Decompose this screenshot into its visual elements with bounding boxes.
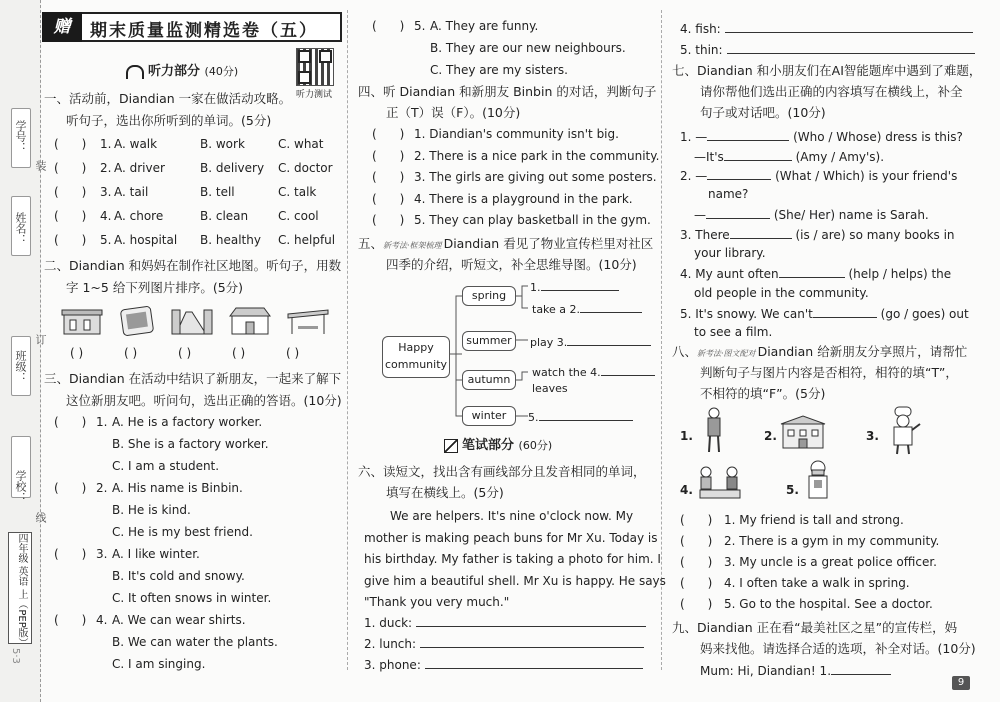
s8-statement: 1. My friend is tall and strong.: [724, 513, 904, 527]
s3-option[interactable]: B. We can water the plants.: [112, 635, 278, 649]
s3-item-number: 4.: [96, 613, 108, 627]
s1-option-c[interactable]: C. talk: [278, 185, 317, 199]
s2-title: 二、Diandian 和妈妈在制作社区地图。听句子，用数: [44, 258, 342, 273]
s3-item-number: 5.: [414, 19, 426, 33]
s1-subtitle: 听句子，选出你所听到的单词。(5分): [66, 113, 272, 128]
s7-item-5[interactable]: 5. It's snowy. We can't (go / goes) out: [680, 307, 969, 321]
s3-title: 三、Diandian 在活动中结识了新朋友，一起来了解下: [44, 371, 342, 386]
s7-subtitle2: 句子或对话吧。(10分): [700, 105, 826, 120]
answer-paren[interactable]: ( ): [372, 191, 405, 206]
answer-paren[interactable]: ( ): [54, 481, 87, 495]
s7-item-5-cont: to see a film.: [694, 325, 773, 339]
s1-option-b[interactable]: B. tell: [200, 185, 235, 199]
school-label: 学校：: [14, 470, 27, 503]
picture-order-blank[interactable]: ( ): [232, 346, 246, 360]
s5-title: 五、新考法·框架梳理 Diandian 看见了物业宣传栏里对社区: [358, 236, 653, 254]
s3-option[interactable]: A. They are funny.: [430, 19, 539, 33]
grade-label: 四年级 英语 上（PEP版）: [8, 532, 32, 644]
listening-section-title: 听力部分 (40分): [126, 64, 238, 80]
column-divider-2: [661, 10, 662, 670]
s6-subtitle: 填写在横线上。(5分): [386, 485, 504, 500]
s7-item-1b[interactable]: —It's (Amy / Amy's).: [694, 150, 885, 164]
s4-statement: 3. The girls are giving out some posters.: [414, 170, 657, 184]
s3-subtitle: 这位新朋友吧。听问句，选出正确的答语。(10分): [66, 393, 342, 408]
answer-paren[interactable]: ( ): [372, 213, 405, 227]
s1-option-a[interactable]: A. tail: [114, 185, 149, 199]
s7-item-2b[interactable]: — (She/ Her) name is Sarah.: [694, 208, 929, 222]
family-picnic-picture: [696, 462, 744, 502]
s3-option[interactable]: C. They are my sisters.: [430, 63, 568, 77]
s1-option-a[interactable]: A. driver: [114, 161, 165, 175]
s4-statement: 2. There is a nice park in the community.: [414, 148, 660, 163]
s5-tag: 新考法·框架梳理: [383, 241, 442, 250]
s1-option-a[interactable]: A. hospital: [114, 233, 178, 247]
blank-5[interactable]: 5.: [528, 408, 633, 426]
s1-option-c[interactable]: C. cool: [278, 209, 319, 223]
qr-label: 听力测试: [296, 90, 333, 100]
answer-paren[interactable]: ( ): [54, 613, 87, 627]
student-id-label: 学号：: [14, 120, 27, 153]
column-2: [352, 0, 666, 702]
s3-option[interactable]: C. I am a student.: [112, 459, 220, 473]
answer-paren[interactable]: ( ): [372, 148, 405, 163]
s3-option[interactable]: A. He is a factory worker.: [112, 415, 263, 429]
exam-title: 期末质量监测精选卷（五）: [90, 21, 318, 41]
s7-item-4-cont: old people in the community.: [694, 286, 869, 300]
answer-paren[interactable]: ( ): [54, 137, 87, 151]
s8-title: 八、新考法·图文配对 Diandian 给新朋友分享照片，请帮忙: [672, 344, 967, 362]
s3-option[interactable]: A. We can wear shirts.: [112, 613, 246, 627]
s8-statement: 5. Go to the hospital. See a doctor.: [724, 597, 933, 611]
tall-man-picture: [700, 406, 728, 454]
s2-pictures: [60, 306, 340, 336]
s3-item-number: 2.: [96, 481, 108, 495]
bus-stop-picture: [288, 310, 328, 334]
passage-line: his birthday. My father is taking a photo for him. I: [364, 552, 661, 566]
picture-order-blank[interactable]: ( ): [70, 346, 84, 360]
s9-title: 九、Diandian 正在看“最美社区之星”的宣传栏，妈: [672, 620, 958, 635]
s6-word-blank[interactable]: 4. fish:: [680, 20, 973, 37]
s3-item-number: 3.: [96, 547, 108, 561]
doctor-picture: [802, 458, 834, 504]
binding-stub: [0, 0, 47, 702]
s8-statement: 2. There is a gym in my community.: [724, 534, 940, 548]
blank-2[interactable]: take a 2.: [532, 300, 642, 318]
blank-1[interactable]: 1.: [530, 278, 619, 296]
s1-option-c[interactable]: C. helpful: [278, 233, 336, 247]
s9-subtitle: 妈来找他。请选择合适的选项，补全对话。(10分): [700, 641, 976, 656]
s8-pic-num-5: 5.: [786, 483, 799, 497]
picture-order-blank[interactable]: ( ): [124, 346, 138, 360]
s8-statement: 4. I often take a walk in spring.: [724, 576, 910, 590]
s9-dialogue-line[interactable]: Mum: Hi, Diandian! 1.: [700, 662, 891, 679]
s8-statement: 3. My uncle is a great police officer.: [724, 555, 937, 569]
s7-subtitle: 请你帮他们选出正确的内容填写在横线上，补全: [700, 84, 963, 99]
answer-paren[interactable]: ( ): [372, 19, 405, 33]
passage-line: mother is making peach buns for Mr Xu. Today is: [364, 530, 658, 545]
season-summer: summer: [462, 331, 516, 351]
name-label: 姓名：: [14, 212, 27, 245]
s3-option[interactable]: C. He is my best friend.: [112, 525, 253, 539]
s1-option-a: 3.: [100, 185, 112, 199]
s6-word-blank[interactable]: 5. thin:: [680, 41, 975, 58]
answer-paren[interactable]: ( ): [372, 170, 405, 184]
s1-option-b[interactable]: B. delivery: [200, 161, 265, 175]
s4-subtitle: 正（T）误（F）。(10分): [386, 105, 521, 120]
season-spring: spring: [462, 286, 516, 306]
qr-code[interactable]: [296, 48, 334, 86]
page-number: 9: [952, 676, 970, 690]
s6-title: 六、读短文，找出含有画线部分且发音相同的单词，: [358, 464, 646, 479]
gift-badge: 赠: [42, 12, 82, 42]
bind-mark-3: 线: [34, 512, 47, 523]
s6-word-blank[interactable]: 3. phone:: [364, 656, 643, 673]
picture-order-blank[interactable]: ( ): [286, 346, 300, 360]
tablet-picture: [120, 306, 153, 336]
building-picture: [780, 414, 826, 450]
s7-item-1a[interactable]: 1. — (Who / Whose) dress is this?: [680, 130, 963, 144]
s7-item-4[interactable]: 4. My aunt often (help / helps) the: [680, 267, 952, 281]
s6-word-blank[interactable]: 2. lunch:: [364, 635, 644, 652]
blank-3[interactable]: play 3.: [530, 333, 651, 351]
mind-map-center: Happy community: [382, 336, 450, 378]
s6-word-blank[interactable]: 1. duck:: [364, 614, 646, 631]
answer-paren[interactable]: ( ): [680, 597, 713, 611]
answer-paren[interactable]: ( ): [54, 415, 87, 429]
bind-mark-2: 订: [34, 334, 47, 345]
blank-4[interactable]: watch the 4.: [532, 363, 655, 381]
answer-paren[interactable]: ( ): [680, 513, 713, 527]
s3-option[interactable]: C. It often snows in winter.: [112, 591, 272, 605]
passage-line: "Thank you very much.": [364, 595, 510, 609]
season-winter: winter: [462, 406, 516, 426]
column-divider-1: [347, 10, 348, 670]
passage-line: give him a beautiful shell. Mr Xu is happy. He says: [364, 573, 666, 588]
column-3: [666, 0, 982, 702]
brand-logo: 5·3: [10, 648, 21, 664]
s1-option-a: 1.: [100, 137, 112, 151]
shop-picture: [230, 308, 270, 334]
s8-pic-num-4: 4.: [680, 483, 693, 497]
headphone-icon: [126, 65, 144, 79]
s7-item-2a-cont: name?: [708, 187, 749, 201]
blank-4-leaves: leaves: [532, 382, 568, 395]
answer-paren[interactable]: ( ): [54, 233, 87, 247]
written-section-title: 笔试部分 (60分): [444, 438, 552, 454]
answer-paren[interactable]: ( ): [54, 547, 87, 561]
answer-paren[interactable]: ( ): [54, 161, 87, 175]
answer-paren[interactable]: ( ): [680, 555, 713, 569]
s8-pic-num-3: 3.: [866, 429, 879, 443]
s8-pic-num-2: 2.: [764, 429, 777, 443]
answer-paren[interactable]: ( ): [680, 534, 713, 548]
s7-item-3-cont: your library.: [694, 246, 766, 260]
passage-line: We are helpers. It's nine o'clock now. My: [390, 509, 634, 523]
s1-option-b[interactable]: B. healthy: [200, 233, 261, 247]
answer-paren[interactable]: ( ): [54, 185, 87, 199]
s1-option-b[interactable]: B. work: [200, 137, 245, 151]
s3-option[interactable]: B. He is kind.: [112, 503, 191, 517]
s8-subtitle2: 不相符的填“F”。(5分): [700, 386, 826, 401]
s1-title: 一、活动前，Diandian 一家在做活动攻略。: [44, 91, 292, 106]
picture-order-blank[interactable]: ( ): [178, 346, 192, 360]
s4-statement: 4. There is a playground in the park.: [414, 191, 633, 206]
column-1: [42, 0, 342, 702]
s7-title: 七、Diandian 和小朋友们在AI智能题库中遇到了难题，: [672, 63, 982, 78]
s1-option-a: 2.: [100, 161, 112, 175]
s4-statement: 1. Diandian's community isn't big.: [414, 127, 619, 141]
s4-title: 四、听 Diandian 和新朋友 Binbin 的对话，判断句子: [358, 84, 657, 99]
chef-picture: [884, 406, 922, 456]
s1-option-a[interactable]: A. walk: [114, 137, 158, 151]
s5-subtitle: 四季的介绍，听短文，补全思维导图。(10分): [386, 257, 637, 272]
s3-option[interactable]: B. She is a factory worker.: [112, 437, 269, 451]
s3-option[interactable]: C. I am singing.: [112, 657, 206, 671]
s1-option-b[interactable]: B. clean: [200, 209, 249, 223]
s3-option[interactable]: A. I like winter.: [112, 547, 200, 561]
class-label: 班级：: [14, 350, 27, 383]
s4-statement: 5. They can play basketball in the gym.: [414, 213, 651, 227]
pencil-icon: [444, 439, 458, 453]
s8-pic-num-1: 1.: [680, 429, 693, 443]
s3-option[interactable]: A. His name is Binbin.: [112, 481, 243, 495]
exam-header: [42, 12, 342, 42]
s3-option[interactable]: B. They are our new neighbours.: [430, 41, 626, 55]
bind-mark-1: 装: [34, 160, 47, 171]
answer-paren[interactable]: ( ): [54, 209, 87, 223]
street-picture: [172, 310, 212, 334]
s2-subtitle: 字 1~5 给下列图片排序。(5分): [66, 280, 244, 295]
answer-paren[interactable]: ( ): [372, 127, 405, 141]
answer-paren[interactable]: ( ): [680, 576, 713, 590]
s7-item-3[interactable]: 3. There (is / are) so many books in: [680, 228, 955, 242]
s1-option-c[interactable]: C. what: [278, 137, 324, 151]
s1-option-a: 5.: [100, 233, 112, 247]
s7-item-2a[interactable]: 2. — (What / Which) is your friend's: [680, 169, 958, 183]
s1-option-a[interactable]: A. chore: [114, 209, 164, 223]
s3-option[interactable]: B. It's cold and snowy.: [112, 569, 245, 583]
station-picture: [62, 310, 102, 334]
s8-tag: 新考法·图文配对: [697, 349, 756, 358]
season-autumn: autumn: [462, 370, 516, 390]
s1-option-c[interactable]: C. doctor: [278, 161, 333, 175]
s1-option-a: 4.: [100, 209, 112, 223]
s8-subtitle: 判断句子与图片内容是否相符，相符的填“T”，: [700, 365, 958, 380]
s3-item-number: 1.: [96, 415, 108, 429]
